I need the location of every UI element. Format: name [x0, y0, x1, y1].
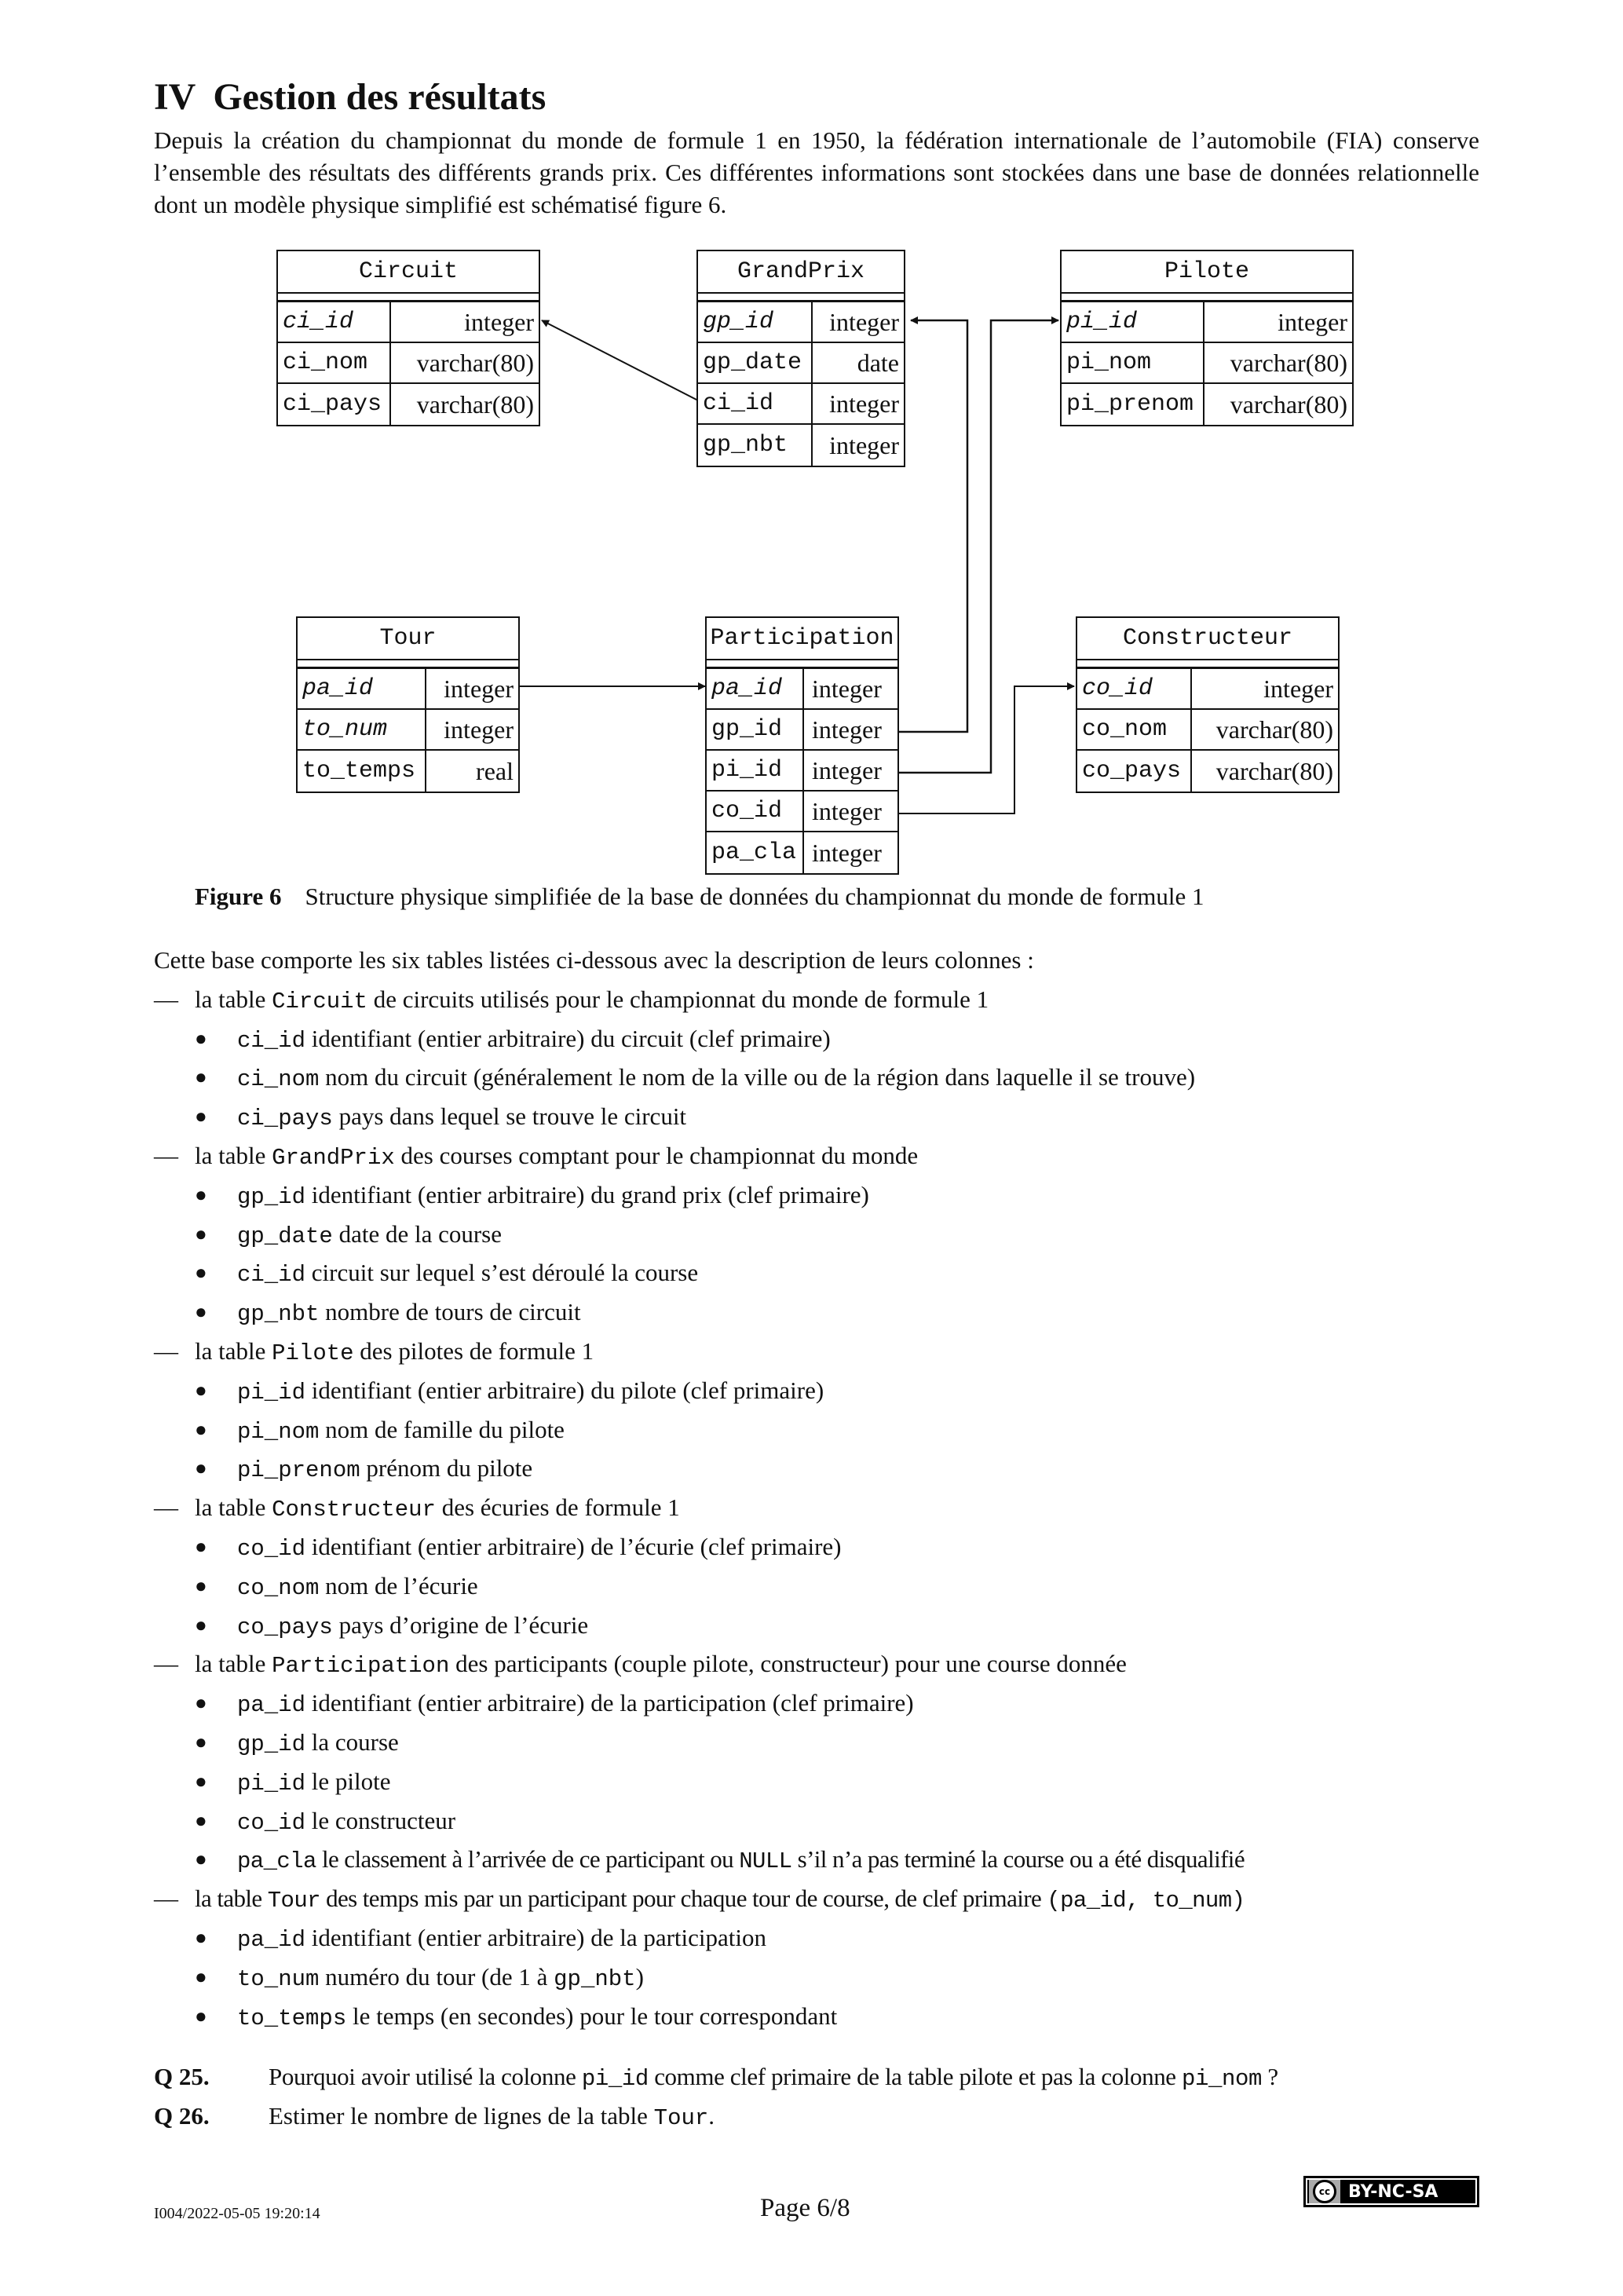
divider — [1062, 294, 1352, 302]
text: identifiant (entier arbitraire) du grand prix (clef primaire) — [311, 1180, 869, 1208]
erd-column-type: integer — [444, 674, 514, 703]
column-ref: pi_id — [581, 2066, 649, 2092]
column-name: pi_nom — [237, 1418, 320, 1445]
erd-table-title: Pilote — [1062, 251, 1352, 294]
column-name: pi_prenom — [237, 1457, 360, 1484]
dash-icon: — — [154, 1336, 178, 1365]
erd-column-type: integer — [829, 389, 899, 418]
text: date de la course — [338, 1219, 502, 1248]
list-item-column — [154, 1801, 1489, 1841]
column-name: ci_pays — [237, 1106, 333, 1132]
text: la table — [195, 1141, 266, 1169]
erd-column-type: varchar(80) — [1230, 348, 1347, 377]
list-item-column — [154, 1840, 1489, 1879]
list-item-column — [154, 1175, 1489, 1215]
erd-column-name: gp_id — [698, 302, 813, 342]
list-intro: Cette base comporte les six tables listées ci-dessous avec la description de leurs colonnes : — [154, 946, 1034, 974]
intro-paragraph: Depuis la création du championnat du monde de formule 1 en 1950, la fédération internationale de l’automobile (FIA) conserve l’ensemble des résultats des différents grands prix. Ces différentes informations sont stockées dans une base de données relationnelle dont un modèle physique simplifié est schématisé figure 6. — [154, 126, 1479, 218]
license-text: BY-NC-SA — [1348, 2181, 1438, 2202]
text: nom du circuit (généralement le nom de la ville ou de la région dans laquelle il se trouve) — [325, 1063, 1196, 1091]
bullet-icon: ● — [195, 1808, 207, 1832]
page-number: Page 6/8 — [760, 2194, 850, 2222]
section-number: IV — [154, 76, 196, 118]
text: identifiant (entier arbitraire) de l’écurie (clef primaire) — [311, 1532, 842, 1560]
erd-column-name: pi_id — [707, 751, 804, 790]
text: la table — [195, 985, 266, 1013]
erd-column-name: to_num — [298, 710, 426, 749]
erd-column-name: pa_id — [298, 669, 426, 708]
column-name: co_pays — [237, 1614, 333, 1640]
column-ref: gp_nbt — [554, 1965, 636, 1992]
dash-icon: — — [154, 1493, 178, 1522]
text: circuit sur lequel s’est déroulé la course — [311, 1259, 699, 1287]
column-name: ci_id — [237, 1027, 306, 1054]
text: des pilotes de formule 1 — [360, 1336, 594, 1365]
list-item-column — [154, 1449, 1489, 1488]
bullet-icon: ● — [195, 1105, 207, 1128]
column-name: pa_id — [237, 1692, 306, 1719]
divider — [698, 294, 904, 302]
erd-row — [698, 425, 904, 466]
bullet-icon: ● — [195, 1613, 207, 1636]
text: des temps mis par un participant pour chaque tour de course, de clef primaire — [326, 1885, 1042, 1913]
text: nom de l’écurie — [325, 1571, 478, 1600]
column-name: to_temps — [237, 2005, 347, 2031]
question-26 — [154, 2097, 1278, 2136]
list-item-column — [154, 1371, 1489, 1410]
bullet-icon: ● — [195, 1183, 207, 1206]
erd-column-name: pa_cla — [707, 832, 804, 873]
text: ) — [635, 1962, 644, 1991]
erd-table-constructeur — [1076, 616, 1340, 793]
list-item-column — [154, 1918, 1489, 1958]
erd-table-title: Participation — [707, 618, 897, 660]
erd-column-name: gp_date — [698, 343, 813, 382]
figure-label: Figure 6 — [195, 883, 282, 910]
erd-column-name: gp_id — [707, 710, 804, 749]
question-text — [269, 2097, 715, 2136]
figure-caption — [195, 883, 1204, 911]
erd-column-type: date — [857, 348, 899, 377]
erd-row — [698, 302, 904, 343]
erd-column-type: varchar(80) — [1215, 715, 1333, 744]
bullet-icon: ● — [195, 1066, 207, 1089]
figure-caption-text: Structure physique simplifiée de la base de données du championnat du monde de formule 1 — [305, 883, 1204, 910]
erd-column-type: varchar(80) — [1215, 756, 1333, 785]
text: des courses comptant pour le championnat du monde — [400, 1141, 919, 1169]
list-item-table — [154, 1488, 1489, 1527]
text: Pourquoi avoir utilisé la colonne — [269, 2063, 576, 2090]
list-item-column — [154, 1958, 1489, 1997]
column-name: pi_id — [237, 1379, 306, 1406]
erd-table-title: GrandPrix — [698, 251, 904, 294]
text: la table — [195, 1885, 262, 1913]
column-name: ci_nom — [237, 1066, 320, 1093]
divider — [1077, 660, 1338, 669]
bullet-icon: ● — [195, 1769, 207, 1793]
erd-row — [1077, 669, 1338, 710]
bullet-icon: ● — [195, 1378, 207, 1402]
erd-row — [707, 832, 897, 873]
erd-column-type: integer — [464, 307, 534, 336]
bullet-icon: ● — [195, 1417, 207, 1441]
erd-column-name: ci_pays — [278, 384, 391, 425]
primary-key-code: (pa_id, to_num) — [1047, 1888, 1245, 1914]
erd-row — [707, 751, 897, 792]
erd-column-name: pi_prenom — [1062, 384, 1204, 425]
erd-column-type: integer — [1263, 674, 1333, 703]
dash-icon: — — [154, 1885, 178, 1913]
erd-column-name: co_id — [707, 792, 804, 831]
column-name: gp_id — [237, 1731, 306, 1757]
column-name: pa_id — [237, 1926, 306, 1953]
list-item-column — [154, 1606, 1489, 1645]
table-name: Constructeur — [272, 1497, 436, 1523]
question-25 — [154, 2057, 1278, 2097]
text: la course — [311, 1727, 399, 1756]
erd-column-name: ci_id — [278, 302, 391, 342]
text: la table — [195, 1336, 266, 1365]
footer-id-timestamp: I004/2022-05-05 19:20:14 — [154, 2205, 320, 2222]
column-name: gp_id — [237, 1183, 306, 1210]
text: la table — [195, 1493, 266, 1522]
table-ref: Tour — [653, 2105, 709, 2131]
erd-row — [278, 343, 539, 384]
erd-column-type: varchar(80) — [416, 348, 534, 377]
list-item-column — [154, 1019, 1489, 1058]
table-name: GrandPrix — [272, 1144, 395, 1171]
bullet-icon: ● — [195, 1026, 207, 1050]
bullet-icon: ● — [195, 1457, 207, 1480]
bullet-icon: ● — [195, 1730, 207, 1753]
table-name: Pilote — [272, 1340, 354, 1366]
erd-column-name: ci_nom — [278, 343, 391, 382]
erd-row — [707, 710, 897, 751]
text: le classement à l’arrivée de ce participant ou — [321, 1845, 734, 1874]
bullet-icon: ● — [195, 1925, 207, 1949]
list-item-column — [154, 1723, 1489, 1762]
bullet-icon: ● — [195, 1222, 207, 1245]
erd-column-type: integer — [829, 430, 899, 459]
column-name: pi_id — [237, 1770, 306, 1797]
list-item-column — [154, 1527, 1489, 1567]
erd-column-name: co_nom — [1077, 710, 1192, 749]
text: nombre de tours de circuit — [325, 1298, 581, 1326]
question-text — [269, 2057, 1278, 2097]
list-item-column — [154, 1997, 1489, 2036]
question-number: Q 26. — [154, 2102, 210, 2130]
section-heading — [154, 75, 546, 119]
erd-table-title: Constructeur — [1077, 618, 1338, 660]
erd-row — [1077, 710, 1338, 751]
column-name: co_id — [237, 1809, 306, 1836]
table-description-list — [154, 941, 1489, 2035]
erd-column-name: ci_id — [698, 384, 813, 423]
bullet-icon: ● — [195, 1691, 207, 1715]
bullet-icon: ● — [195, 1300, 207, 1324]
erd-column-type: integer — [829, 307, 899, 336]
cc-icon: cc — [1309, 2178, 1340, 2205]
text: comme clef primaire de la table pilote et pas la colonne — [654, 2063, 1176, 2090]
erd-column-type: integer — [812, 715, 882, 744]
list-item-column — [154, 1097, 1489, 1136]
list-item-column — [154, 1292, 1489, 1332]
erd-column-name: pa_id — [707, 669, 804, 708]
bullet-icon: ● — [195, 2004, 207, 2027]
erd-column-type: varchar(80) — [416, 389, 534, 419]
erd-row — [298, 751, 518, 792]
erd-row — [698, 384, 904, 425]
null-keyword: NULL — [739, 1848, 792, 1875]
text: Estimer le nombre de lignes de la table — [269, 2102, 648, 2130]
bullet-icon: ● — [195, 1261, 207, 1285]
text: des participants (couple pilote, constructeur) pour une course donnée — [455, 1650, 1127, 1678]
erd-table-title: Circuit — [278, 251, 539, 294]
erd-column-type: integer — [1278, 307, 1347, 336]
erd-row — [698, 343, 904, 384]
erd-row — [1062, 384, 1352, 425]
erd-column-type: integer — [812, 838, 882, 867]
erd-column-name: to_temps — [298, 751, 426, 792]
divider — [278, 294, 539, 302]
erd-row — [1062, 343, 1352, 384]
erd-row — [1077, 751, 1338, 792]
table-name: Participation — [272, 1653, 450, 1680]
list-item-column — [154, 1762, 1489, 1801]
bullet-icon: ● — [195, 1965, 207, 1988]
list-item-column — [154, 1410, 1489, 1450]
bullet-icon: ● — [195, 1848, 207, 1871]
text: la table — [195, 1650, 266, 1678]
text: identifiant (entier arbitraire) de la participation — [311, 1923, 767, 1951]
erd-table-grandprix — [696, 250, 905, 467]
text: des écuries de formule 1 — [441, 1493, 680, 1522]
erd-row — [278, 384, 539, 425]
column-name: ci_id — [237, 1262, 306, 1289]
dash-icon: — — [154, 1141, 178, 1169]
list-item-table — [154, 1136, 1489, 1175]
column-ref: pi_nom — [1182, 2066, 1263, 2092]
text: de circuits utilisés pour le championnat du monde de formule 1 — [373, 985, 989, 1013]
question-number: Q 25. — [154, 2063, 210, 2090]
erd-column-name: co_pays — [1077, 751, 1192, 792]
list-item-column — [154, 1215, 1489, 1254]
list-item-column — [154, 1253, 1489, 1292]
divider — [298, 660, 518, 669]
erd-row — [1062, 302, 1352, 343]
license-badge — [1303, 2176, 1479, 2207]
bullet-icon: ● — [195, 1574, 207, 1597]
list-item-column — [154, 1684, 1489, 1723]
erd-column-type: varchar(80) — [1230, 389, 1347, 419]
column-name: gp_date — [237, 1223, 333, 1249]
erd-column-type: real — [476, 756, 514, 785]
text: pays dans lequel se trouve le circuit — [338, 1102, 687, 1131]
erd-column-name: co_id — [1077, 669, 1192, 708]
text: . — [708, 2102, 715, 2130]
text: le constructeur — [311, 1806, 456, 1834]
text: le pilote — [311, 1767, 391, 1795]
erd-column-type: integer — [812, 755, 882, 784]
section-title: Gestion des résultats — [213, 76, 546, 118]
column-name: co_nom — [237, 1574, 320, 1601]
erd-row — [707, 669, 897, 710]
column-name: gp_nbt — [237, 1301, 320, 1328]
erd-table-pilote — [1060, 250, 1354, 426]
erd-table-tour — [296, 616, 520, 793]
erd-table-circuit — [276, 250, 540, 426]
erd-column-name: pi_nom — [1062, 343, 1204, 382]
text: identifiant (entier arbitraire) de la participation (clef primaire) — [311, 1689, 914, 1717]
erd-column-name: pi_id — [1062, 302, 1204, 342]
erd-column-type: integer — [444, 715, 514, 744]
divider — [707, 660, 897, 669]
erd-column-name: gp_nbt — [698, 425, 813, 466]
list-item-column — [154, 1567, 1489, 1606]
text: le temps (en secondes) pour le tour correspondant — [352, 2002, 838, 2030]
erd-row — [278, 302, 539, 343]
text: identifiant (entier arbitraire) du circuit (clef primaire) — [311, 1024, 831, 1052]
text: ? — [1267, 2063, 1278, 2090]
text: identifiant (entier arbitraire) du pilote (clef primaire) — [311, 1376, 824, 1404]
erd-column-type: integer — [812, 674, 882, 703]
erd-column-type: integer — [812, 796, 882, 825]
dash-icon: — — [154, 1650, 178, 1678]
text: numéro du tour (de 1 à — [325, 1962, 548, 1991]
column-name: to_num — [237, 1965, 320, 1992]
erd-table-title: Tour — [298, 618, 518, 660]
list-item-table — [154, 980, 1489, 1019]
list-item-table — [154, 1332, 1489, 1371]
dash-icon: — — [154, 985, 178, 1013]
column-name: pa_cla — [237, 1848, 316, 1875]
list-item-table — [154, 1879, 1489, 1918]
bullet-icon: ● — [195, 1534, 207, 1558]
text: prénom du pilote — [366, 1454, 533, 1483]
list-item-column — [154, 1058, 1489, 1097]
text: s’il n’a pas terminé la course ou a été disqualifié — [797, 1845, 1245, 1874]
text: pays d’origine de l’écurie — [338, 1610, 589, 1639]
erd-row — [298, 710, 518, 751]
questions — [154, 2057, 1278, 2136]
table-name: Tour — [267, 1888, 320, 1914]
list-item-table — [154, 1644, 1489, 1684]
column-name: co_id — [237, 1535, 306, 1562]
erd-table-participation — [705, 616, 899, 875]
table-name: Circuit — [272, 988, 367, 1015]
text: nom de famille du pilote — [325, 1415, 565, 1443]
erd-row — [707, 792, 897, 832]
erd-row — [298, 669, 518, 710]
